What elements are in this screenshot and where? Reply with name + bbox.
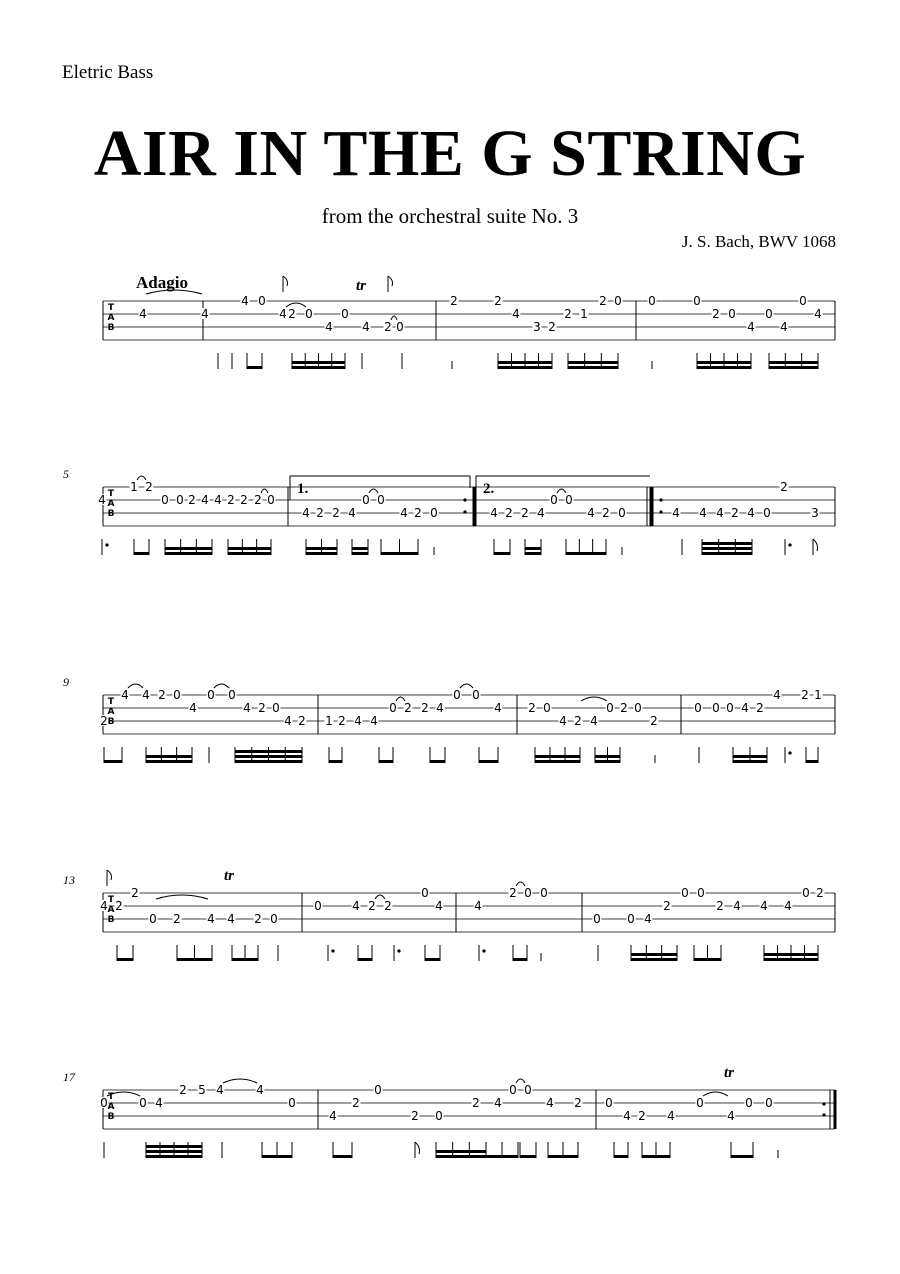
- rhythm-beam: [520, 1155, 536, 1158]
- rhythm-beam: [379, 760, 393, 763]
- fret-number: 0: [726, 701, 734, 716]
- fret-number: 2: [188, 493, 196, 508]
- fret-number: 4: [284, 714, 292, 729]
- fret-number: 1: [130, 480, 138, 495]
- fret-number: 0: [176, 493, 184, 508]
- fret-number: 4: [747, 320, 755, 335]
- tie-arc: [703, 1092, 728, 1096]
- fret-number: 0: [341, 307, 349, 322]
- fret-number: 0: [712, 701, 720, 716]
- measure-number: 5: [63, 467, 69, 481]
- fret-number: 1: [814, 688, 822, 703]
- fret-number: 4: [142, 688, 150, 703]
- fret-number: 2: [663, 899, 671, 914]
- grace-flag: [388, 276, 393, 286]
- fret-number: 4: [325, 320, 333, 335]
- fret-number: 2: [411, 1109, 419, 1124]
- fret-number: 2: [801, 688, 809, 703]
- fret-number: 4: [546, 1096, 554, 1111]
- fret-number: 2: [384, 899, 392, 914]
- fret-number: 2: [421, 701, 429, 716]
- fret-number: 0: [100, 1096, 108, 1111]
- tab-clef-letter: A: [107, 499, 115, 509]
- repeat-dot: [463, 498, 466, 501]
- tempo-marking: Adagio: [136, 273, 188, 292]
- fret-number: 2: [716, 899, 724, 914]
- tie-arc: [214, 684, 229, 688]
- fret-number: 0: [430, 506, 438, 521]
- fret-number: 4: [780, 320, 788, 335]
- fret-number: 0: [694, 701, 702, 716]
- fret-number: 0: [228, 688, 236, 703]
- rhythm-beam: [425, 958, 440, 961]
- rhythm-beam: [134, 552, 149, 555]
- fret-number: 0: [524, 1083, 532, 1098]
- fret-number: 0: [524, 886, 532, 901]
- repeat-dot: [822, 1113, 825, 1116]
- tab-clef-letter: A: [107, 707, 115, 717]
- rhythm-beam: [228, 552, 271, 555]
- fret-number: 2: [450, 294, 458, 309]
- rhythm-beam: [436, 1155, 486, 1158]
- fret-number: 2: [505, 506, 513, 521]
- fret-number: 0: [173, 688, 181, 703]
- fret-number: 4: [436, 701, 444, 716]
- repeat-dot: [659, 498, 662, 501]
- rhythm-beam: [292, 361, 345, 364]
- fret-number: 1: [580, 307, 588, 322]
- fret-number: 0: [161, 493, 169, 508]
- rhythm-beam: [694, 958, 721, 961]
- fret-number: 0: [139, 1096, 147, 1111]
- rhythm-beam: [329, 760, 342, 763]
- fret-number: 0: [618, 506, 626, 521]
- tab-system-1: [103, 290, 835, 369]
- fret-number: 4: [747, 506, 755, 521]
- fret-number: 2: [298, 714, 306, 729]
- tab-clef-letter: T: [107, 697, 115, 707]
- fret-number: 2: [599, 294, 607, 309]
- fret-number: 0: [627, 912, 635, 927]
- fret-number: 2: [158, 688, 166, 703]
- tab-clef-letter: B: [107, 509, 115, 519]
- tie-arc: [156, 895, 208, 899]
- fret-number: 0: [614, 294, 622, 309]
- rhythm-beam: [697, 366, 751, 369]
- tab-clef-letter: B: [107, 717, 115, 727]
- fret-number: 5: [198, 1083, 206, 1098]
- fret-number: 4: [348, 506, 356, 521]
- fret-number: 4: [559, 714, 567, 729]
- fret-number: 2: [227, 493, 235, 508]
- rhythm-beam: [146, 1145, 202, 1148]
- rhythm-beam: [479, 760, 498, 763]
- rhythm-flag: [415, 1142, 420, 1154]
- tab-clef-letter: T: [107, 303, 115, 313]
- rhythm-beam: [228, 547, 271, 550]
- rhythm-beam: [262, 1155, 292, 1158]
- fret-number: 0: [314, 899, 322, 914]
- tab-clef-letter: T: [107, 895, 115, 905]
- fret-number: 4: [100, 899, 108, 914]
- rhythm-beam: [595, 760, 620, 763]
- rhythm-beam: [642, 1155, 670, 1158]
- grace-flag: [107, 870, 112, 880]
- fret-number: 3: [533, 320, 541, 335]
- rhythm-dot: [788, 751, 791, 754]
- fret-number: 4: [474, 899, 482, 914]
- rhythm-beam: [146, 755, 192, 758]
- fret-number: 4: [214, 493, 222, 508]
- instrument-name: Eletric Bass: [62, 62, 154, 83]
- fret-number: 4: [623, 1109, 631, 1124]
- rhythm-beam: [733, 755, 767, 758]
- tab-clef-letter: A: [107, 313, 115, 323]
- composer-credit: J. S. Bach, BWV 1068: [681, 232, 836, 251]
- fret-number: 4: [490, 506, 498, 521]
- fret-number: 0: [696, 1096, 704, 1111]
- volta-label-2: 2.: [483, 481, 495, 497]
- fret-number: 0: [272, 701, 280, 716]
- fret-number: 2: [712, 307, 720, 322]
- fret-number: 0: [799, 294, 807, 309]
- fret-number: 0: [207, 688, 215, 703]
- rhythm-dot: [788, 543, 791, 546]
- fret-number: 0: [374, 1083, 382, 1098]
- fret-number: 4: [354, 714, 362, 729]
- fret-number: 4: [121, 688, 129, 703]
- fret-number: 4: [207, 912, 215, 927]
- rhythm-beam: [614, 1155, 628, 1158]
- rhythm-beam: [595, 755, 620, 758]
- fret-number: 0: [421, 886, 429, 901]
- rhythm-beam: [292, 366, 345, 369]
- rhythm-beam: [806, 760, 818, 763]
- repeat-dot: [659, 510, 662, 513]
- rhythm-beam: [733, 760, 767, 763]
- fret-number: 2: [756, 701, 764, 716]
- fret-number: 4: [201, 307, 209, 322]
- fret-number: 4: [302, 506, 310, 521]
- fret-number: 0: [377, 493, 385, 508]
- fret-number: 2: [404, 701, 412, 716]
- tab-system-2: [98, 476, 836, 555]
- fret-number: 2: [602, 506, 610, 521]
- rhythm-beam: [117, 958, 133, 961]
- piece-title: AIR IN THE G STRING: [93, 117, 807, 190]
- fret-number: 4: [699, 506, 707, 521]
- fret-number: 2: [316, 506, 324, 521]
- trill-mark: tr: [223, 868, 235, 884]
- fret-number: 4: [512, 307, 520, 322]
- fret-number: 0: [697, 886, 705, 901]
- fret-number: 0: [270, 912, 278, 927]
- fret-number: 0: [258, 294, 266, 309]
- tab-clef-letter: B: [107, 915, 115, 925]
- fret-number: 2: [254, 912, 262, 927]
- fret-number: 0: [472, 688, 480, 703]
- tab-clef-letter: T: [107, 489, 115, 499]
- fret-number: 2: [254, 493, 262, 508]
- fret-number: 0: [389, 701, 397, 716]
- rhythm-beam: [764, 958, 818, 961]
- fret-number: 2: [548, 320, 556, 335]
- fret-number: 0: [540, 886, 548, 901]
- fret-number: 4: [727, 1109, 735, 1124]
- fret-number: 4: [537, 506, 545, 521]
- fret-number: 4: [494, 1096, 502, 1111]
- trill-mark: tr: [355, 278, 367, 294]
- measure-number: 9: [63, 675, 69, 689]
- fret-number: 2: [368, 899, 376, 914]
- fret-number: 3: [811, 506, 819, 521]
- rhythm-beam: [235, 760, 302, 763]
- rhythm-beam: [165, 547, 212, 550]
- rhythm-beam: [247, 366, 262, 369]
- fret-number: 2: [173, 912, 181, 927]
- fret-number: 0: [543, 701, 551, 716]
- fret-number: 4: [139, 307, 147, 322]
- fret-number: 0: [728, 307, 736, 322]
- rhythm-beam: [525, 547, 541, 550]
- fret-number: 2: [528, 701, 536, 716]
- fret-number: 0: [745, 1096, 753, 1111]
- fret-number: 2: [100, 714, 108, 729]
- fret-number: 4: [352, 899, 360, 914]
- rhythm-beam: [235, 755, 302, 758]
- tie-arc: [460, 684, 473, 688]
- tab-clef-letter: A: [107, 1102, 115, 1112]
- tab-clef-letter: T: [107, 1092, 115, 1102]
- rhythm-beam: [498, 366, 552, 369]
- tab-clef-letter: B: [107, 323, 115, 333]
- trill-mark: tr: [723, 1065, 735, 1081]
- fret-number: 0: [565, 493, 573, 508]
- fret-number: 4: [155, 1096, 163, 1111]
- rhythm-beam: [306, 552, 337, 555]
- piece-subtitle: from the orchestral suite No. 3: [321, 204, 579, 228]
- rhythm-beam: [548, 1155, 578, 1158]
- fret-number: 4: [435, 899, 443, 914]
- fret-number: 2: [574, 714, 582, 729]
- fret-number: 4: [494, 701, 502, 716]
- rhythm-beam: [769, 361, 818, 364]
- fret-number: 2: [472, 1096, 480, 1111]
- fret-number: 2: [620, 701, 628, 716]
- fret-number: 0: [763, 506, 771, 521]
- fret-number: 2: [521, 506, 529, 521]
- fret-number: 2: [816, 886, 824, 901]
- fret-number: 4: [201, 493, 209, 508]
- fret-number: 2: [258, 701, 266, 716]
- rhythm-beam: [333, 1155, 352, 1158]
- fret-number: 0: [550, 493, 558, 508]
- fret-number: 4: [400, 506, 408, 521]
- fret-number: 2: [115, 899, 123, 914]
- fret-number: 0: [149, 912, 157, 927]
- fret-number: 2: [638, 1109, 646, 1124]
- rhythm-beam: [165, 552, 212, 555]
- fret-number: 4: [760, 899, 768, 914]
- fret-number: 0: [593, 912, 601, 927]
- fret-number: 2: [352, 1096, 360, 1111]
- rhythm-beam: [381, 552, 418, 555]
- rhythm-beam: [352, 552, 368, 555]
- fret-number: 0: [396, 320, 404, 335]
- rhythm-beam: [631, 953, 677, 956]
- rhythm-beam: [535, 755, 580, 758]
- fret-number: 0: [802, 886, 810, 901]
- fret-number: 4: [243, 701, 251, 716]
- fret-number: 4: [216, 1083, 224, 1098]
- rhythm-beam: [513, 958, 527, 961]
- fret-number: 4: [733, 899, 741, 914]
- rhythm-beam: [494, 552, 510, 555]
- tie-arc: [128, 684, 143, 688]
- fret-number: 0: [267, 493, 275, 508]
- fret-number: 2: [145, 480, 153, 495]
- fret-number: 0: [765, 1096, 773, 1111]
- rhythm-beam: [631, 958, 677, 961]
- rhythm-beam: [146, 760, 192, 763]
- fret-number: 4: [784, 899, 792, 914]
- rhythm-beam: [146, 1155, 202, 1158]
- tab-clef-letter: B: [107, 1112, 115, 1122]
- rhythm-beam: [566, 552, 606, 555]
- rhythm-dot: [397, 949, 400, 952]
- fret-number: 2: [288, 307, 296, 322]
- rhythm-beam: [525, 552, 541, 555]
- rhythm-dot: [482, 949, 485, 952]
- rhythm-beam: [358, 958, 372, 961]
- rhythm-beam: [702, 552, 752, 555]
- fret-number: 1: [325, 714, 333, 729]
- rhythm-beam: [702, 542, 752, 545]
- fret-number: 0: [509, 1083, 517, 1098]
- fret-number: 4: [587, 506, 595, 521]
- rhythm-beam: [430, 760, 445, 763]
- fret-number: 4: [716, 506, 724, 521]
- fret-number: 0: [605, 1096, 613, 1111]
- rhythm-beam: [104, 760, 122, 763]
- measure-number: 13: [63, 873, 75, 887]
- fret-number: 2: [332, 506, 340, 521]
- tab-clef-letter: A: [107, 905, 115, 915]
- fret-number: 2: [574, 1096, 582, 1111]
- fret-number: 4: [672, 506, 680, 521]
- tie-arc: [581, 697, 607, 701]
- rhythm-beam: [702, 547, 752, 550]
- rhythm-dot: [105, 543, 108, 546]
- fret-number: 0: [693, 294, 701, 309]
- fret-number: 2: [338, 714, 346, 729]
- rhythm-beam: [535, 760, 580, 763]
- rhythm-beam: [306, 547, 337, 550]
- grace-flag: [283, 276, 288, 286]
- fret-number: 2: [414, 506, 422, 521]
- rhythm-beam: [498, 361, 552, 364]
- fret-number: 2: [131, 886, 139, 901]
- tie-arc: [223, 1079, 257, 1083]
- fret-number: 4: [256, 1083, 264, 1098]
- rhythm-beam: [486, 1155, 518, 1158]
- fret-number: 0: [305, 307, 313, 322]
- measure-number: 17: [63, 1070, 75, 1084]
- fret-number: 2: [780, 480, 788, 495]
- fret-number: 0: [648, 294, 656, 309]
- fret-number: 0: [435, 1109, 443, 1124]
- fret-number: 4: [329, 1109, 337, 1124]
- fret-number: 4: [667, 1109, 675, 1124]
- rhythm-beam: [146, 1150, 202, 1153]
- fret-number: 4: [241, 294, 249, 309]
- repeat-dot: [463, 510, 466, 513]
- fret-number: 4: [189, 701, 197, 716]
- fret-number: 2: [731, 506, 739, 521]
- fret-number: 2: [509, 886, 517, 901]
- fret-number: 4: [590, 714, 598, 729]
- volta-label-1: 1.: [297, 481, 309, 497]
- fret-number: 0: [606, 701, 614, 716]
- rhythm-beam: [177, 958, 212, 961]
- rhythm-beam: [568, 366, 618, 369]
- rhythm-beam: [436, 1150, 486, 1153]
- fret-number: 0: [681, 886, 689, 901]
- fret-number: 4: [279, 307, 287, 322]
- fret-number: 4: [644, 912, 652, 927]
- fret-number: 0: [765, 307, 773, 322]
- rhythm-beam: [352, 547, 368, 550]
- fret-number: 2: [240, 493, 248, 508]
- rhythm-beam: [769, 366, 818, 369]
- fret-number: 4: [227, 912, 235, 927]
- rhythm-beam: [235, 750, 302, 753]
- rhythm-beam: [731, 1155, 753, 1158]
- fret-number: 0: [634, 701, 642, 716]
- repeat-dot: [822, 1102, 825, 1105]
- rhythm-beam: [232, 958, 258, 961]
- fret-number: 2: [179, 1083, 187, 1098]
- rhythm-beam: [568, 361, 618, 364]
- fret-number: 4: [370, 714, 378, 729]
- fret-number: 2: [650, 714, 658, 729]
- fret-number: 2: [384, 320, 392, 335]
- fret-number: 2: [564, 307, 572, 322]
- rhythm-flag: [813, 539, 818, 551]
- tie-arc: [146, 290, 202, 294]
- tab-system-5: [100, 1079, 836, 1158]
- fret-number: 0: [362, 493, 370, 508]
- fret-number: 4: [98, 493, 106, 508]
- fret-number: 4: [741, 701, 749, 716]
- fret-number: 4: [773, 688, 781, 703]
- volta-bracket-2: [476, 476, 650, 500]
- fret-number: 4: [814, 307, 822, 322]
- fret-number: 2: [494, 294, 502, 309]
- rhythm-beam: [764, 953, 818, 956]
- rhythm-beam: [697, 361, 751, 364]
- fret-number: 4: [362, 320, 370, 335]
- rhythm-dot: [331, 949, 334, 952]
- fret-number: 0: [288, 1096, 296, 1111]
- fret-number: 0: [453, 688, 461, 703]
